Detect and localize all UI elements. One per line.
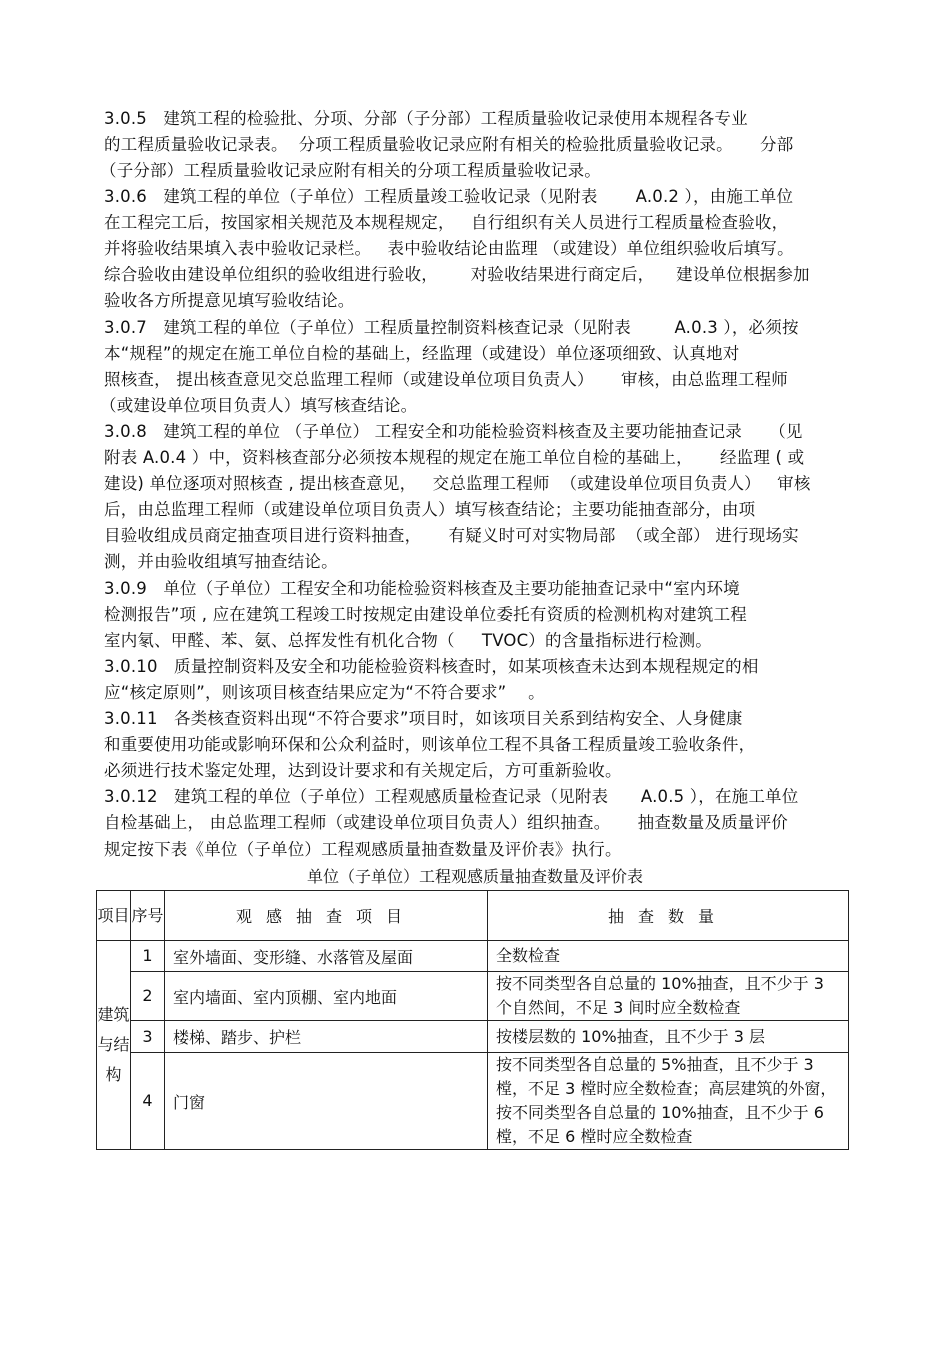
paragraph-line: 3.0.11 各类核查资料出现“不符合要求”项目时，如该项目关系到结构安全、人身健康 (104, 709, 743, 728)
table-row (97, 1021, 849, 1053)
row-item: 室外墙面、变形缝、水落管及屋面 (165, 941, 488, 972)
table-header-row (97, 891, 849, 941)
table-row (97, 972, 849, 1021)
paragraph-line: 并将验收结果填入表中验收记录栏。 表中验收结论由监理 （或建设）单位组织验收后填写。 (104, 239, 794, 258)
paragraph-line: 附表 A.0.4 ）中，资料核查部分必须按本规程的规定在施工单位自检的基础上， 经监理 ( 或 (104, 448, 805, 467)
paragraph-line: 的工程质量验收记录表。 分项工程质量验收记录应附有相关的检验批质量验收记录。 分部 (104, 135, 794, 154)
paragraph-line: 自检基础上， 由总监理工程师（或建设单位项目负责人）组织抽查。 抽查数量及质量评价 (104, 813, 788, 832)
row-number: 4 (131, 1053, 165, 1150)
table-row (97, 941, 849, 972)
header-quantity: 抽查数量 (488, 891, 849, 941)
paragraph-line: （子分部）工程质量验收记录应附有相关的分项工程质量验收记录。 (100, 161, 601, 180)
row-quantity: 按不同类型各自总量的 10%抽查，且不少于 3 个自然间，不足 3 间时应全数检查 (488, 972, 849, 1021)
paragraph-line: （或建设单位项目负责人）填写核查结论。 (100, 396, 418, 415)
paragraph-line: 3.0.10 质量控制资料及安全和功能检验资料核查时，如某项核查未达到本规程规定的相 (104, 657, 759, 676)
paragraph-line: 3.0.7 建筑工程的单位（子单位）工程质量控制资料核查记录（见附表 A.0.3 ），必须按 (104, 318, 799, 337)
paragraph-line: 规定按下表《单位（子单位）工程观感质量抽查数量及评价表》执行。 (104, 840, 622, 859)
paragraph-line: 3.0.9 单位（子单位）工程安全和功能检验资料核查及主要功能抽查记录中“室内环境 (104, 579, 740, 598)
paragraph-line: 目验收组成员商定抽查项目进行资料抽查， 有疑义时可对实物局部 （或全部） 进行现场实 (104, 526, 799, 545)
paragraph-line: 验收各方所提意见填写验收结论。 (104, 291, 355, 310)
row-quantity: 按不同类型各自总量的 5%抽查，且不少于 3 樘，不足 3 樘时应全数检查；高层建筑的外窗，按不同类型各自总量的 10%抽查，且不少于 6 樘，不足 6 樘时应全数检查 (488, 1053, 849, 1150)
row-number: 1 (131, 941, 165, 972)
table-caption: 单位（子单位）工程观感质量抽查数量及评价表 (306, 867, 643, 886)
paragraph-line: 应“核定原则”，则该项目核查结果应定为“不符合要求” 。 (104, 683, 545, 702)
paragraph-line: 室内氡、甲醛、苯、氨、总挥发性有机化合物（ TVOC）的含量指标进行检测。 (104, 631, 713, 650)
paragraph-line: 建设) 单位逐项对照核查 , 提出核查意见， 交总监理工程师 （或建设单位项目负责人） 审核 (104, 474, 811, 493)
row-quantity: 按楼层数的 10%抽查，且不少于 3 层 (488, 1021, 849, 1053)
table-row (97, 1053, 849, 1150)
row-item: 室内墙面、室内顶棚、室内地面 (165, 972, 488, 1021)
inspection-table (96, 890, 849, 1150)
row-item: 楼梯、踏步、护栏 (165, 1021, 488, 1053)
paragraph-line: 3.0.5 建筑工程的检验批、分项、分部（子分部）工程质量验收记录使用本规程各专业 (104, 109, 748, 128)
paragraph-line: 照核查， 提出核查意见交总监理工程师（或建设单位项目负责人） 审核，由总监理工程师 (104, 370, 788, 389)
paragraph-line: 检测报告”项 , 应在建筑工程竣工时按规定由建设单位委托有资质的检测机构对建筑工程 (104, 605, 747, 624)
paragraph-line: 后，由总监理工程师（或建设单位项目负责人）填写核查结论；主要功能抽查部分，由项 (104, 500, 756, 519)
paragraph-line: 3.0.6 建筑工程的单位（子单位）工程质量竣工验收记录（见附表 A.0.2 ），由施工单位 (104, 187, 794, 206)
paragraph-line: 测，并由验收组填写抽查结论。 (104, 552, 338, 571)
header-number: 序号 (131, 891, 165, 941)
paragraph-line: 3.0.12 建筑工程的单位（子单位）工程观感质量检查记录（见附表 A.0.5 ），在施工单位 (104, 787, 799, 806)
paragraph-line: 综合验收由建设单位组织的验收组进行验收， 对验收结果进行商定后， 建设单位根据参加 (104, 265, 810, 284)
row-quantity: 全数检查 (488, 941, 849, 972)
paragraph-line: 本“规程”的规定在施工单位自检的基础上，经监理（或建设）单位逐项细致、认真地对 (104, 344, 740, 363)
category-cell: 建筑与结构 (97, 941, 131, 1150)
row-item: 门窗 (165, 1053, 488, 1150)
row-number: 3 (131, 1021, 165, 1053)
paragraph-line: 3.0.8 建筑工程的单位 （子单位） 工程安全和功能检验资料核查及主要功能抽查记录 （见 (104, 422, 803, 441)
paragraph-line: 和重要使用功能或影响环保和公众利益时，则该单位工程不具备工程质量竣工验收条件， (104, 735, 756, 754)
header-item: 观感抽查项目 (165, 891, 488, 941)
row-number: 2 (131, 972, 165, 1021)
paragraph-line: 在工程完工后，按国家相关规范及本规程规定， 自行组织有关人员进行工程质量检查验收， (104, 213, 789, 232)
paragraph-line: 必须进行技术鉴定处理，达到设计要求和有关规定后，方可重新验收。 (104, 761, 622, 780)
header-category: 项目 (97, 891, 131, 941)
